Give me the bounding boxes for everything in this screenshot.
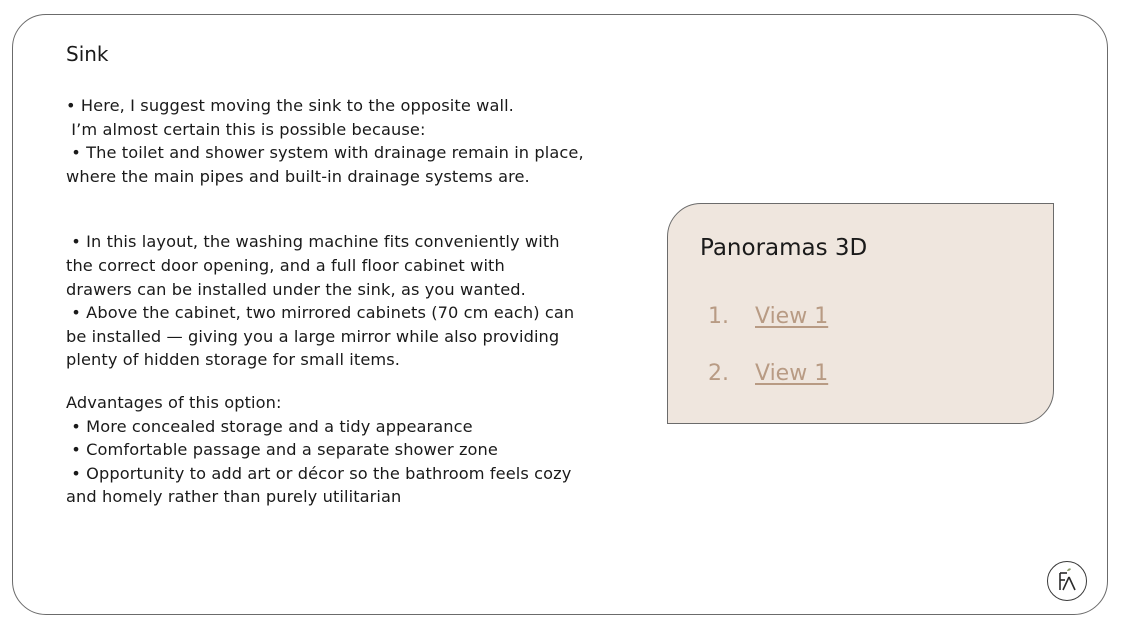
text-line: I’m almost certain this is possible because:	[66, 119, 426, 139]
advantage-item: • Opportunity to add art or décor so the bathroom feels cozy	[66, 463, 572, 483]
text-line: drawers can be installed under the sink, as you wanted.	[66, 279, 526, 299]
text-line: • The toilet and shower system with drainage remain in place,	[66, 143, 584, 163]
section-title: Sink	[66, 42, 109, 66]
text-line: • Above the cabinet, two mirrored cabinets (70 cm each) can	[66, 303, 575, 323]
advantage-item: • Comfortable passage and a separate shower zone	[66, 440, 498, 460]
text-line: be installed — giving you a large mirror while also providing	[66, 326, 560, 346]
sink-section	[66, 40, 636, 509]
text-line: the correct door opening, and a full floor cabinet with	[66, 255, 505, 275]
text-line: where the main pipes and built-in drainage systems are.	[66, 166, 530, 186]
panoramas-title: Panoramas 3D	[700, 235, 868, 261]
sink-intro-paragraph	[66, 94, 636, 188]
advantages-heading: Advantages of this option:	[66, 392, 282, 412]
text-line: • In this layout, the washing machine fits conveniently with	[66, 232, 560, 252]
list-item	[708, 345, 828, 402]
view-link[interactable]: View 1	[755, 361, 829, 386]
text-line: • Here, I suggest moving the sink to the opposite wall.	[66, 96, 514, 115]
list-item	[708, 288, 828, 345]
panoramas-list	[708, 288, 828, 402]
advantage-item: • More concealed storage and a tidy appearance	[66, 416, 473, 436]
fa-monogram-logo	[1047, 561, 1087, 601]
view-link[interactable]: View 1	[755, 304, 829, 329]
text-line: plenty of hidden storage for small items.	[66, 350, 401, 370]
fa-monogram-icon	[1048, 562, 1086, 600]
panoramas-card	[667, 203, 1054, 424]
sink-layout-paragraph	[66, 230, 636, 372]
advantages-paragraph	[66, 391, 636, 509]
text-line: and homely rather than purely utilitarian	[66, 487, 402, 507]
list-number: 1.	[708, 304, 729, 329]
list-number: 2.	[708, 361, 729, 386]
